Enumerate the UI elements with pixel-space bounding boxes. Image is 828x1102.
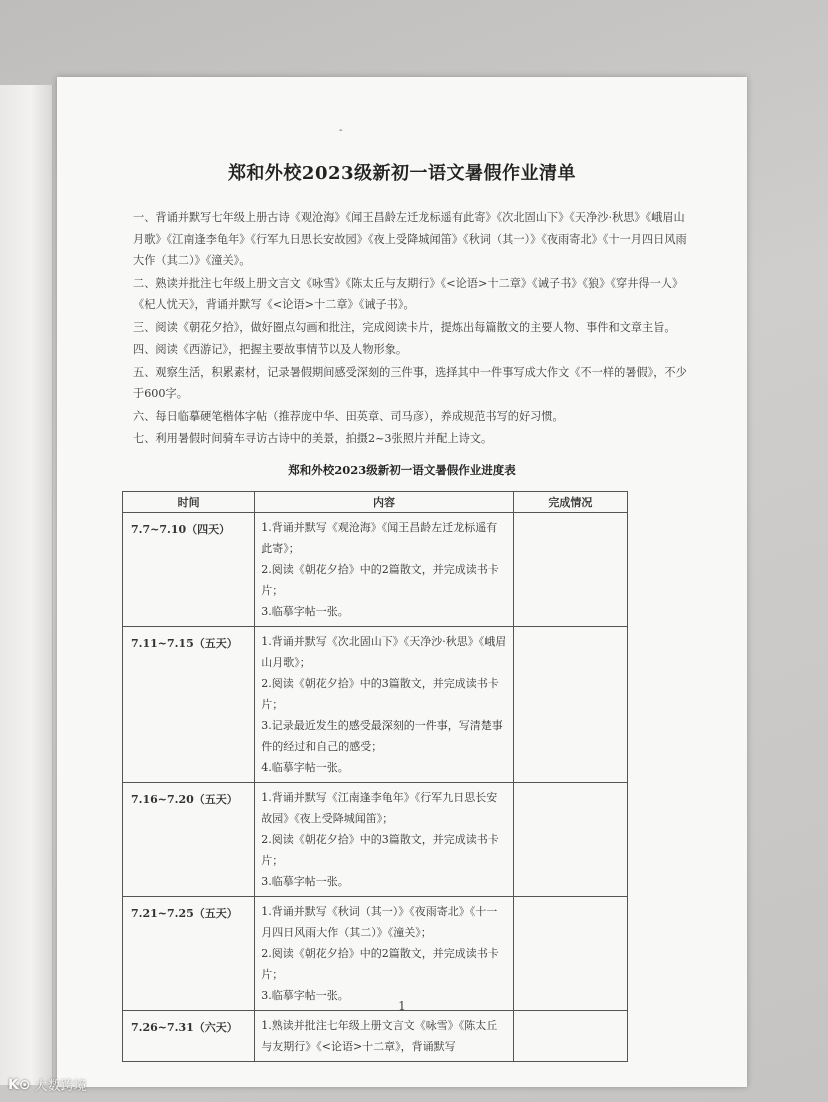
assignment-item: 七、利用暑假时间骑车寻访古诗中的美景，拍摄2~3张照片并配上诗文。 xyxy=(133,432,493,445)
column-header-content: 内容 xyxy=(255,492,514,513)
column-header-status: 完成情况 xyxy=(513,492,627,513)
time-cell: 7.21~7.25（五天） xyxy=(123,897,255,1011)
task-line: 1.背诵并默写《秋词（其一）》《夜雨寄北》《十一月四日风雨大作（其二）》《潼关》； xyxy=(261,905,498,939)
table-row xyxy=(123,627,628,783)
task-line: 2.阅读《朝花夕拾》中的2篇散文，并完成读书卡片； xyxy=(261,563,499,597)
assignment-item: 四、阅读《西游记》，把握主要故事情节以及人物形象。 xyxy=(133,343,408,356)
task-line: 4.临摹字帖一张。 xyxy=(261,761,349,774)
column-header-time: 时间 xyxy=(123,492,255,513)
task-line: 2.阅读《朝花夕拾》中的3篇散文，并完成读书卡片； xyxy=(261,677,499,711)
watermark xyxy=(8,1075,87,1094)
progress-table-title: 郑和外校2023级新初一语文暑假作业进度表 xyxy=(288,463,516,477)
task-line: 1.背诵并默写《观沧海》《闻王昌龄左迁龙标遥有此寄》； xyxy=(261,521,498,555)
task-line: 3.临摹字帖一张。 xyxy=(261,875,349,888)
task-line: 3.临摹字帖一张。 xyxy=(261,989,349,1002)
assignment-item: 二、熟读并批注七年级上册文言文《咏雪》《陈太丘与友期行》《<论语>十二章》《诫子书》《狼》《穿井得一人》《杞人忧天》，背诵并默写《<论语>十二章》《诫子书》。 xyxy=(133,276,684,311)
table-row xyxy=(123,783,628,897)
assignment-item: 三、阅读《朝花夕拾》，做好圈点勾画和批注，完成阅读卡片，提炼出每篇散文的主要人物、事件和文章主旨。 xyxy=(133,320,676,334)
table-row xyxy=(123,897,628,1011)
assignment-list xyxy=(133,207,693,450)
status-cell xyxy=(513,513,627,627)
status-cell xyxy=(513,627,627,783)
watermark-logo-icon: K⊙ xyxy=(8,1076,31,1093)
content-cell xyxy=(255,627,514,783)
task-line: 3.临摹字帖一张。 xyxy=(261,605,349,618)
progress-table xyxy=(122,491,628,1062)
table-row xyxy=(123,513,628,627)
assignment-item: 五、观察生活，积累素材，记录暑假期间感受深刻的三件事，选择其中一件事写成大作文《不一样的暑假》，不少于600字。 xyxy=(133,365,687,400)
top-mark: - xyxy=(339,125,343,136)
time-cell: 7.16~7.20（五天） xyxy=(123,783,255,897)
assignment-item: 六、每日临摹硬笔楷体字帖（推荐庞中华、田英章、司马彦），养成规范书写的好习惯。 xyxy=(133,409,564,423)
task-line: 2.阅读《朝花夕拾》中的3篇散文，并完成读书卡片； xyxy=(261,833,499,867)
task-line: 1.背诵并默写《江南逢李龟年》《行军九日思长安故园》《夜上受降城闻笛》； xyxy=(261,791,498,825)
document-title: 郑和外校2023级新初一语文暑假作业清单 xyxy=(227,163,577,184)
status-cell xyxy=(513,1011,627,1062)
task-line: 2.阅读《朝花夕拾》中的2篇散文，并完成读书卡片； xyxy=(261,947,499,981)
status-cell xyxy=(513,897,627,1011)
time-cell: 7.7~7.10（四天） xyxy=(123,513,255,627)
content-cell xyxy=(255,897,514,1011)
content-cell xyxy=(255,1011,514,1062)
assignment-item: 一、背诵并默写七年级上册古诗《观沧海》《闻王昌龄左迁龙标遥有此寄》《次北固山下》《天净沙·秋思》《峨眉山月歌》《江南逢李龟年》《行军九日思长安故园》《夜上受降城闻笛》《秋词（其一）》《夜雨寄北》《十一月四日风雨大作（其二）》《潼关》。 xyxy=(133,211,687,267)
time-cell: 7.26~7.31（六天） xyxy=(123,1011,255,1062)
time-cell: 7.11~7.15（五天） xyxy=(123,627,255,783)
content-cell xyxy=(255,513,514,627)
table-row xyxy=(123,1011,628,1062)
page-number: 1 xyxy=(398,999,406,1013)
status-cell xyxy=(513,783,627,897)
task-line: 1.背诵并默写《次北固山下》《天净沙·秋思》《峨眉山月歌》； xyxy=(261,635,507,669)
task-line: 3.记录最近发生的感受最深刻的一件事，写清楚事件的经过和自己的感受； xyxy=(261,719,503,753)
task-line: 1.熟读并批注七年级上册文言文《咏雪》《陈太丘与友期行》《<论语>十二章》，背诵默写 xyxy=(261,1019,498,1053)
table-header-row xyxy=(123,492,628,513)
adjacent-page-edge xyxy=(0,85,53,1085)
content-cell xyxy=(255,783,514,897)
document-page xyxy=(57,77,747,1087)
watermark-text: 大数跨境 xyxy=(34,1079,87,1094)
